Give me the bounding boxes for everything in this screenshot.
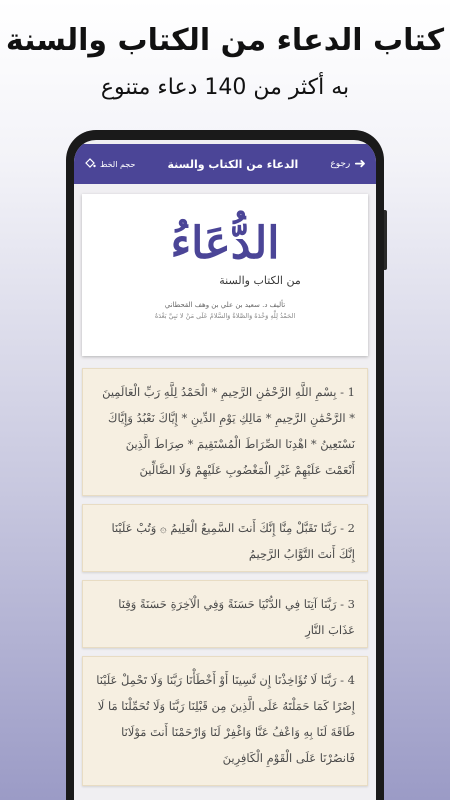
phone-frame [66,130,384,800]
back-button[interactable] [330,157,366,171]
cover-subtitle: من الكتاب والسنة [219,274,301,287]
cover-praise: الحَمْدُ لِلَّهِ وَحْدَهُ وَالصَّلاةُ وَالسَّلامُ عَلَى مَنْ لا نَبِيَّ بَعْدَهُ [154,312,296,320]
book-cover [82,194,368,356]
promo-title: كتاب الدعاء من الكتاب والسنة [5,23,445,58]
font-size-label: حجم الخط [100,159,136,169]
cover-title: الدُّعَاءُ [170,218,280,269]
back-label: رجوع [330,159,351,169]
app-bar [74,144,376,184]
dua-entry-4[interactable]: 4 - رَبَّنَا لَا تُؤَاخِذْنَا إِن نَّسِينَا أَوْ أَخْطَأْنَا رَبَّنَا وَلَا تَحْمِلْ عَلَيْنَا إِصْرًا كَمَا حَمَلْتَهُ عَلَى الَّذِينَ مِن قَبْلِنَا رَبَّنَا وَلَا تُحَمِّلْنَا مَا لَا طَاقَةَ لَنَا بِهِ وَاعْفُ عَنَّا وَاغْفِرْ لَنَا وَارْحَمْنَا أَنتَ مَوْلَانَا فَانصُرْنَا عَلَى الْقَوْمِ الْكَافِرِينَ [82,656,368,786]
app-screen [74,140,376,800]
dua-entry-2[interactable]: 2 - رَبَّنَا تَقَبَّلْ مِنَّا إِنَّكَ أَنتَ السَّمِيعُ الْعَلِيمُ ۞ وَتُبْ عَلَيْنَا إِنَّكَ أَنتَ التَّوَّابُ الرَّحِيمُ [82,504,368,572]
dua-entry-1[interactable]: 1 - بِسْمِ اللَّهِ الرَّحْمَٰنِ الرَّحِيمِ * الْحَمْدُ لِلَّهِ رَبِّ الْعَالَمِينَ * الرَّحْمَٰنِ الرَّحِيمِ * مَالِكِ يَوْمِ الدِّينِ * إِيَّاكَ نَعْبُدُ وَإِيَّاكَ نَسْتَعِينُ * اهْدِنَا الصِّرَاطَ الْمُسْتَقِيمَ * صِرَاطَ الَّذِينَ أَنْعَمْتَ عَلَيْهِمْ غَيْرِ الْمَغْضُوبِ عَلَيْهِمْ وَلَا الضَّالِّينَ [82,368,368,496]
promo-subtitle: به أكثر من 140 دعاء متنوع [100,75,350,100]
arrow-right-icon: ➜ [354,156,366,172]
font-size-button[interactable] [84,157,135,171]
paint-bucket-icon [84,157,96,171]
dua-entry-3[interactable]: 3 - رَبَّنَا آتِنَا فِي الدُّنْيَا حَسَنَةً وَفِي الْآخِرَةِ حَسَنَةً وَقِنَا عَذَابَ النَّارِ [82,580,368,648]
app-bar-title: الدعاء من الكتاب والسنة [167,157,299,171]
cover-author: تأليف د. سعيد بن علي بن وهف القحطاني [164,301,286,309]
